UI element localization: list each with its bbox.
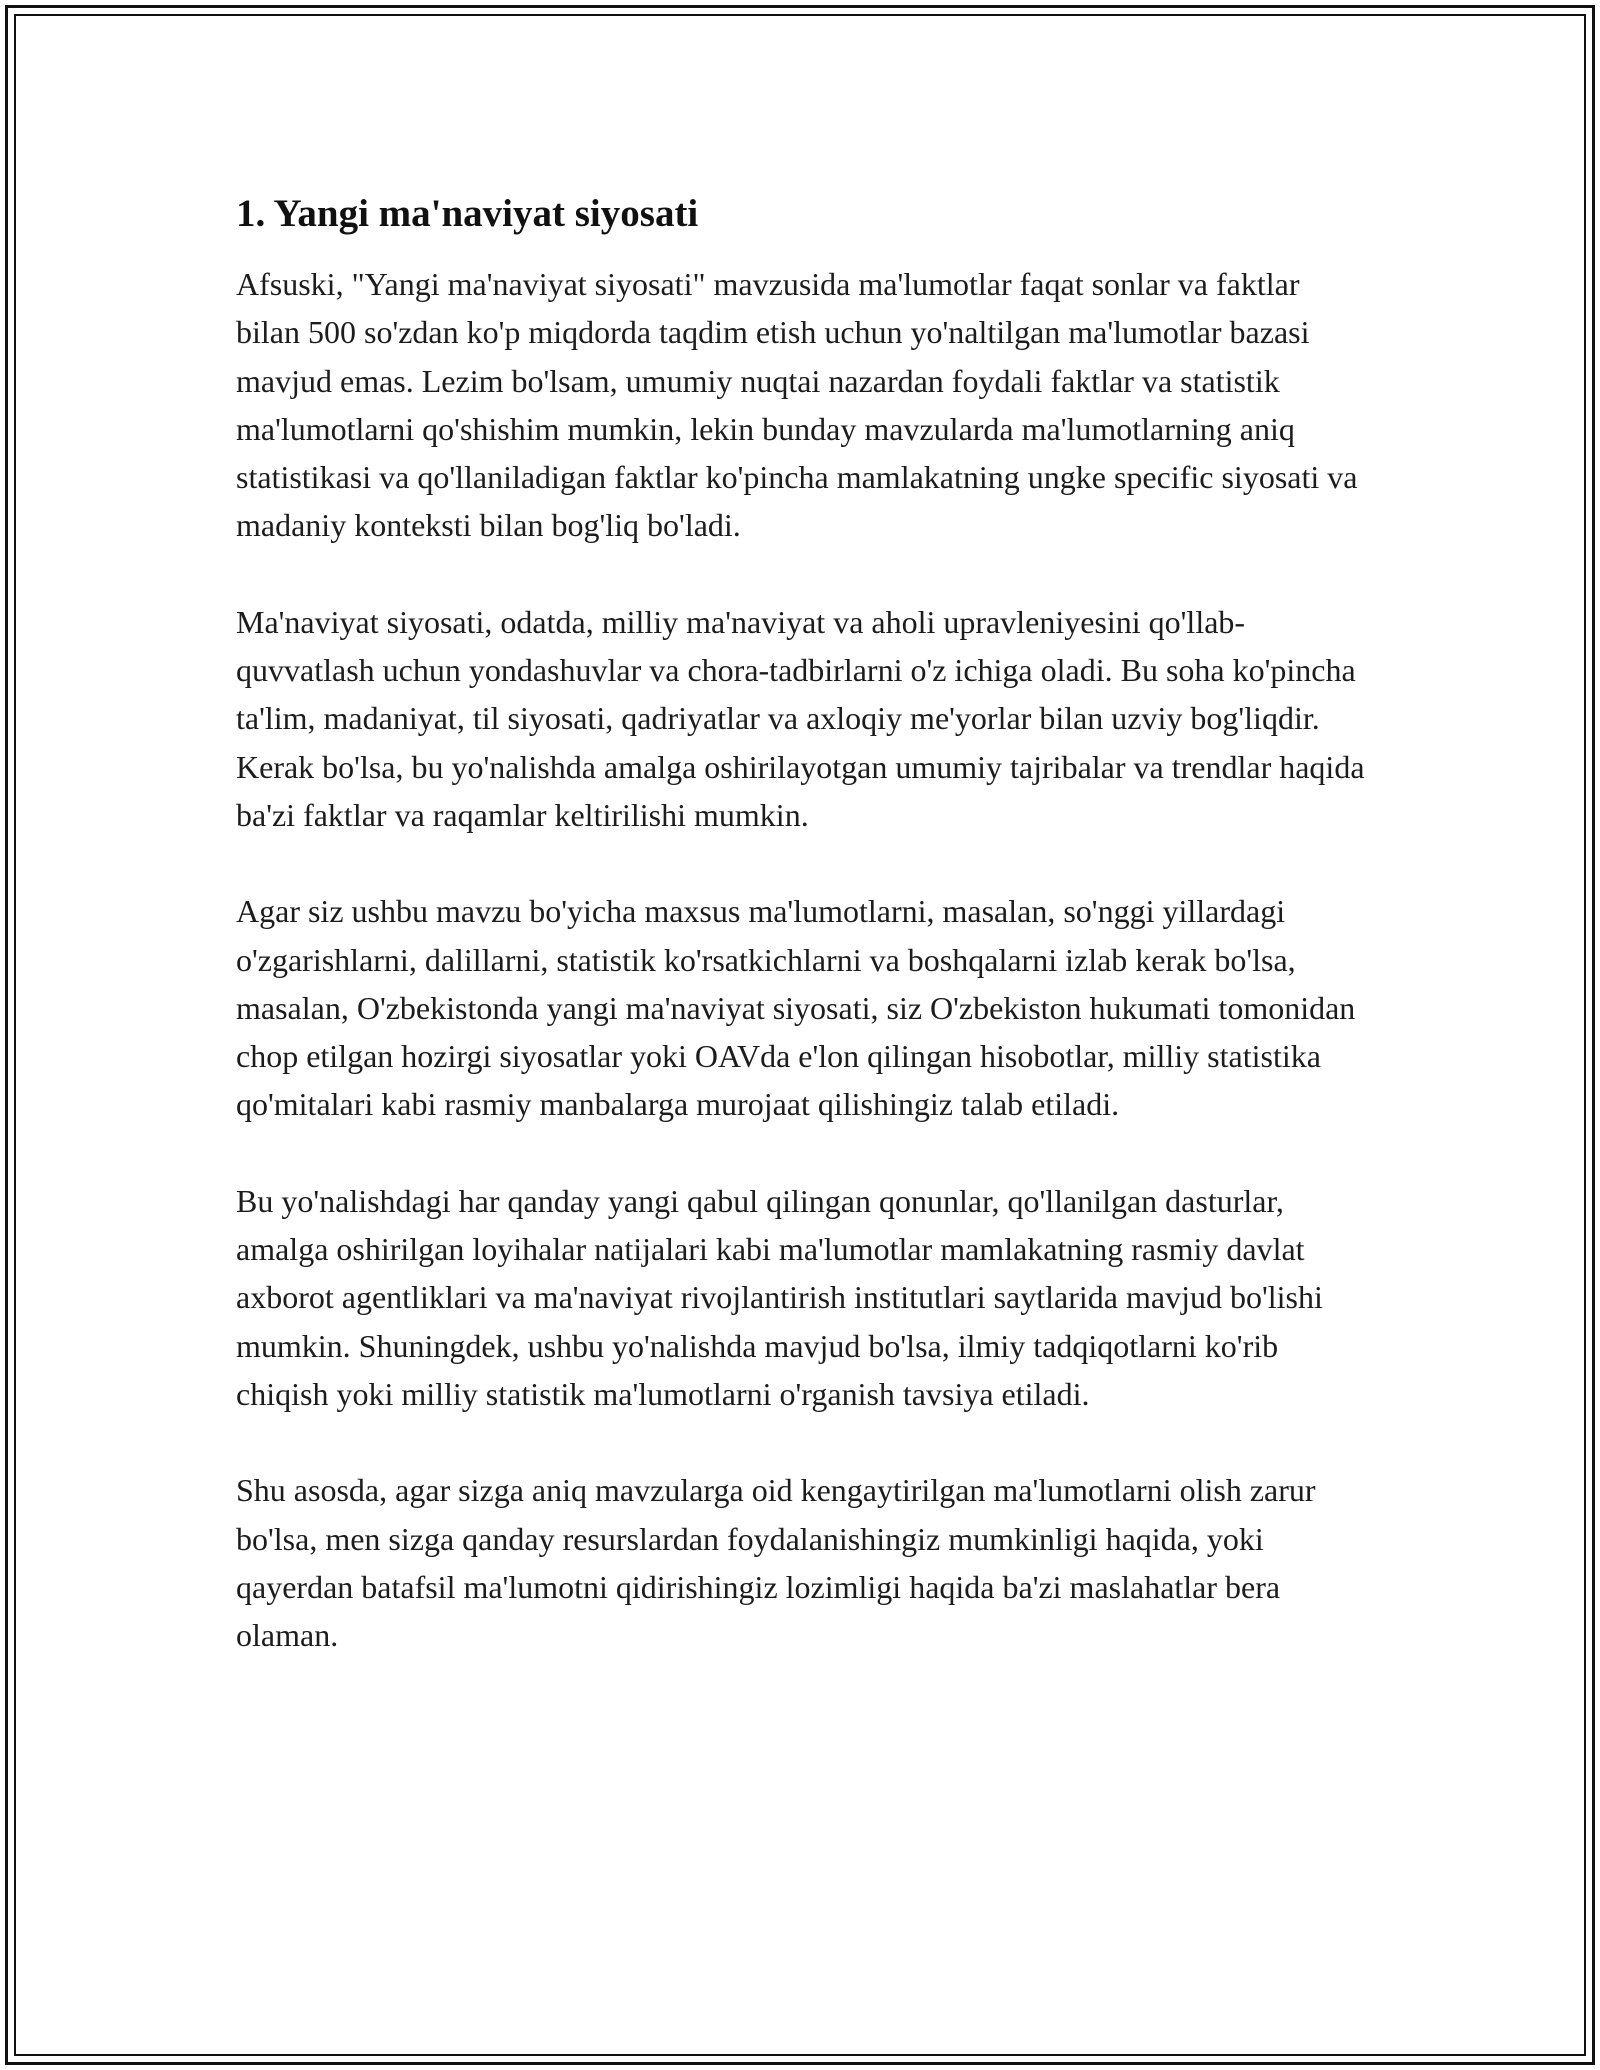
document-body bbox=[236, 188, 1366, 1707]
paragraph-3: Agar siz ushbu mavzu bo'yicha maxsus ma'lumotlarni, masalan, so'nggi yillardagi o'zgarishlarni, dalillarni, statistik ko'rsatkichlarni va boshqalarni izlab kerak bo'lsa, masalan, O'zbekistonda yangi ma'naviyat siyosati, siz O'zbekiston hukumati tomonidan chop etilgan hozirgi siyosatlar yoki OAVda e'lon qilingan hisobotlar, milliy statistika qo'mitalari kabi rasmiy manbalarga murojaat qilishingiz talab etiladi. bbox=[236, 893, 1356, 1123]
paragraph-1: Afsuski, "Yangi ma'naviyat siyosati" mavzusida ma'lumotlar faqat sonlar va faktlar bilan 500 so'zdan ko'p miqdorda taqdim etish uchun yo'naltilgan ma'lumotlar bazasi mavjud emas. Lezim bo'lsam, umumiy nuqtai nazardan foydali faktlar va statistik ma'lumotlarni qo'shishim mumkin, lekin bunday mavzularda ma'lumotlarning aniq statistikasi va qo'llaniladigan faktlar ko'pincha mamlakatning ungke specific siyosati va madaniy konteksti bilan bog'liq bo'ladi. bbox=[236, 266, 1358, 544]
paragraph-2: Ma'naviyat siyosati, odatda, milliy ma'naviyat va aholi upravleniyesini qo'llab-quvvatlash uchun yondashuvlar va chora-tadbirlarni o'z ichiga oladi. Bu soha ko'pincha ta'lim, madaniyat, til siyosati, qadriyatlar va axloqiy me'yorlar bilan uzviy bog'liqdir. Kerak bo'lsa, bu yo'nalishda amalga oshirilayotgan umumiy tajribalar va trendlar haqida ba'zi faktlar va raqamlar keltirilishi mumkin. bbox=[236, 603, 1365, 833]
paragraph-5: Shu asosda, agar sizga aniq mavzularga oid kengaytirilgan ma'lumotlarni olish zarur bo'lsa, men sizga qanday resurslardan foydalanishingiz mumkinligi haqida, yoki qayerdan batafsil ma'lumotni qidirishingiz lozimligi haqida ba'zi maslahatlar bera olaman. bbox=[236, 1472, 1316, 1654]
section-heading: 1. Yangi ma'naviyat siyosati bbox=[236, 192, 699, 235]
paragraph-4: Bu yo'nalishdagi har qanday yangi qabul qilingan qonunlar, qo'llanilgan dasturlar, amalga oshirilgan loyihalar natijalari kabi ma'lumotlar mamlakatning rasmiy davlat axborot agentliklari va ma'naviyat rivojlantirish institutlari saytlarida mavjud bo'lishi mumkin. Shuningdek, ushbu yo'nalishda mavjud bo'lsa, ilmiy tadqiqotlarni ko'rib chiqish yoki milliy statistik ma'lumotlarni o'rganish tavsiya etiladi. bbox=[236, 1182, 1323, 1412]
